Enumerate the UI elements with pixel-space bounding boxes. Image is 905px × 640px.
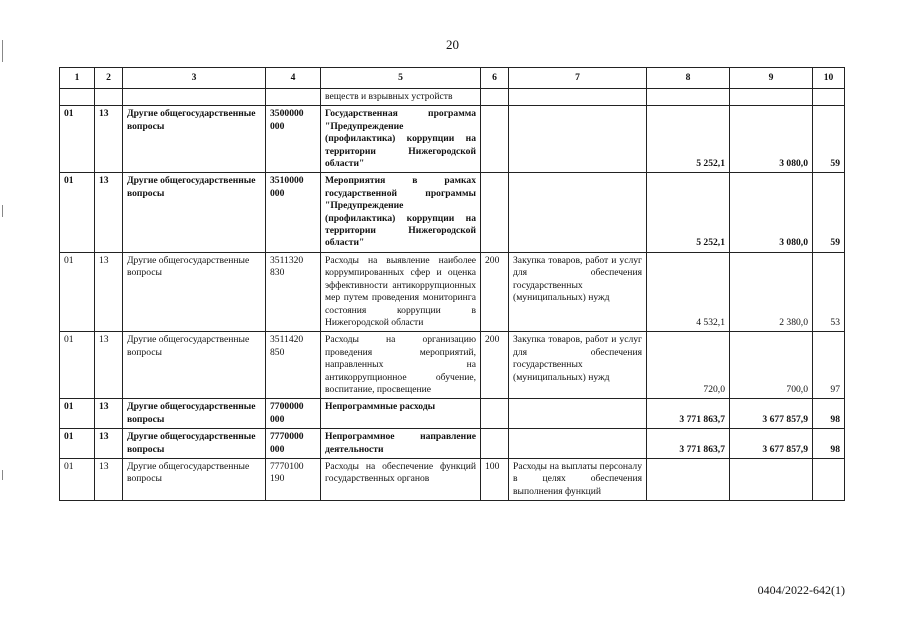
- expense-type-cell: 100: [481, 458, 509, 500]
- target-name-cell: Непрограммное направление деятельности: [321, 429, 481, 459]
- plan-amount-cell: 3 771 863,7: [647, 399, 730, 429]
- table-row: [60, 252, 845, 331]
- percent-cell: [813, 458, 845, 500]
- subsection-cell: 13: [95, 332, 123, 399]
- column-header: 4: [266, 68, 321, 89]
- table-row: [60, 399, 845, 429]
- column-header: 1: [60, 68, 95, 89]
- subsection-cell: 13: [95, 399, 123, 429]
- page-number: 20: [446, 37, 459, 52]
- document-code: 0404/2022-642(1): [757, 583, 845, 597]
- expense-type-name-cell: Закупка товаров, работ и услуг для обеспечения государственных (муниципальных) нужд: [509, 332, 647, 399]
- target-name-cell: Мероприятия в рамках государственной программы "Предупреждение (профилактика) коррупции на территории Нижегородской области": [321, 173, 481, 252]
- actual-amount-cell: [730, 89, 813, 106]
- expense-type-cell: [481, 399, 509, 429]
- table-row: [60, 89, 845, 106]
- expense-type-name-cell: [509, 429, 647, 459]
- target-code-cell: [266, 89, 321, 106]
- percent-cell: 53: [813, 252, 845, 331]
- section-cell: 01: [60, 173, 95, 252]
- target-code-cell: 7770100 190: [266, 458, 321, 500]
- table-row: [60, 458, 845, 500]
- section-name-cell: Другие общегосударственные вопросы: [123, 106, 266, 173]
- subsection-cell: 13: [95, 252, 123, 331]
- expense-type-cell: 200: [481, 332, 509, 399]
- actual-amount-cell: 2 380,0: [730, 252, 813, 331]
- target-code-cell: 3510000 000: [266, 173, 321, 252]
- section-cell: 01: [60, 106, 95, 173]
- expense-type-name-cell: [509, 173, 647, 252]
- actual-amount-cell: 700,0: [730, 332, 813, 399]
- section-cell: 01: [60, 252, 95, 331]
- table-row: [60, 106, 845, 173]
- plan-amount-cell: [647, 89, 730, 106]
- percent-cell: 98: [813, 399, 845, 429]
- section-name-cell: Другие общегосударственные вопросы: [123, 332, 266, 399]
- plan-amount-cell: [647, 458, 730, 500]
- section-cell: 01: [60, 458, 95, 500]
- target-code-cell: 3511320 830: [266, 252, 321, 331]
- section-name-cell: Другие общегосударственные вопросы: [123, 399, 266, 429]
- expense-type-cell: [481, 89, 509, 106]
- section-cell: 01: [60, 429, 95, 459]
- budget-table: [59, 67, 845, 501]
- actual-amount-cell: 3 080,0: [730, 173, 813, 252]
- percent-cell: 59: [813, 106, 845, 173]
- target-code-cell: 7700000 000: [266, 399, 321, 429]
- expense-type-name-cell: Закупка товаров, работ и услуг для обеспечения государственных (муниципальных) нужд: [509, 252, 647, 331]
- table-row: [60, 332, 845, 399]
- target-code-cell: 7770000 000: [266, 429, 321, 459]
- section-name-cell: Другие общегосударственные вопросы: [123, 458, 266, 500]
- plan-amount-cell: 5 252,1: [647, 173, 730, 252]
- expense-type-cell: [481, 106, 509, 173]
- plan-amount-cell: 4 532,1: [647, 252, 730, 331]
- section-name-cell: Другие общегосударственные вопросы: [123, 429, 266, 459]
- table-row: [60, 173, 845, 252]
- percent-cell: 59: [813, 173, 845, 252]
- column-header: 5: [321, 68, 481, 89]
- column-header: 9: [730, 68, 813, 89]
- expense-type-cell: 200: [481, 252, 509, 331]
- expense-type-name-cell: [509, 89, 647, 106]
- subsection-cell: [95, 89, 123, 106]
- table-row: [60, 429, 845, 459]
- subsection-cell: 13: [95, 458, 123, 500]
- target-code-cell: 3511420 850: [266, 332, 321, 399]
- actual-amount-cell: 3 677 857,9: [730, 429, 813, 459]
- column-header: 6: [481, 68, 509, 89]
- column-header: 2: [95, 68, 123, 89]
- subsection-cell: 13: [95, 106, 123, 173]
- column-header: 8: [647, 68, 730, 89]
- plan-amount-cell: 720,0: [647, 332, 730, 399]
- target-name-cell: веществ и взрывных устройств: [321, 89, 481, 106]
- section-name-cell: Другие общегосударственные вопросы: [123, 252, 266, 331]
- subsection-cell: 13: [95, 173, 123, 252]
- section-name-cell: [123, 89, 266, 106]
- actual-amount-cell: [730, 458, 813, 500]
- percent-cell: 98: [813, 429, 845, 459]
- column-header: 7: [509, 68, 647, 89]
- expense-type-cell: [481, 173, 509, 252]
- target-code-cell: 3500000 000: [266, 106, 321, 173]
- target-name-cell: Расходы на выявление наиболее коррумпированных сфер и оценка эффективности антикоррупционных мер путем проведения мониторинга состояния коррупции в Нижегородской области: [321, 252, 481, 331]
- table-body: [60, 89, 845, 501]
- expense-type-name-cell: [509, 106, 647, 173]
- actual-amount-cell: 3 080,0: [730, 106, 813, 173]
- section-cell: 01: [60, 399, 95, 429]
- target-name-cell: Расходы на обеспечение функций государственных органов: [321, 458, 481, 500]
- header-row: [60, 68, 845, 89]
- margin-mark: [2, 205, 3, 217]
- expense-type-cell: [481, 429, 509, 459]
- expense-type-name-cell: Расходы на выплаты персоналу в целях обеспечения выполнения функций: [509, 458, 647, 500]
- margin-mark: [2, 470, 3, 480]
- subsection-cell: 13: [95, 429, 123, 459]
- section-name-cell: Другие общегосударственные вопросы: [123, 173, 266, 252]
- section-cell: 01: [60, 332, 95, 399]
- column-header: 3: [123, 68, 266, 89]
- actual-amount-cell: 3 677 857,9: [730, 399, 813, 429]
- target-name-cell: Непрограммные расходы: [321, 399, 481, 429]
- section-cell: [60, 89, 95, 106]
- target-name-cell: Государственная программа "Предупреждение (профилактика) коррупции на территории Нижегородской области": [321, 106, 481, 173]
- column-header: 10: [813, 68, 845, 89]
- expense-type-name-cell: [509, 399, 647, 429]
- percent-cell: [813, 89, 845, 106]
- target-name-cell: Расходы на организацию проведения мероприятий, направленных на антикоррупционное обучение, воспитание, просвещение: [321, 332, 481, 399]
- plan-amount-cell: 5 252,1: [647, 106, 730, 173]
- plan-amount-cell: 3 771 863,7: [647, 429, 730, 459]
- percent-cell: 97: [813, 332, 845, 399]
- table-header: [60, 68, 845, 89]
